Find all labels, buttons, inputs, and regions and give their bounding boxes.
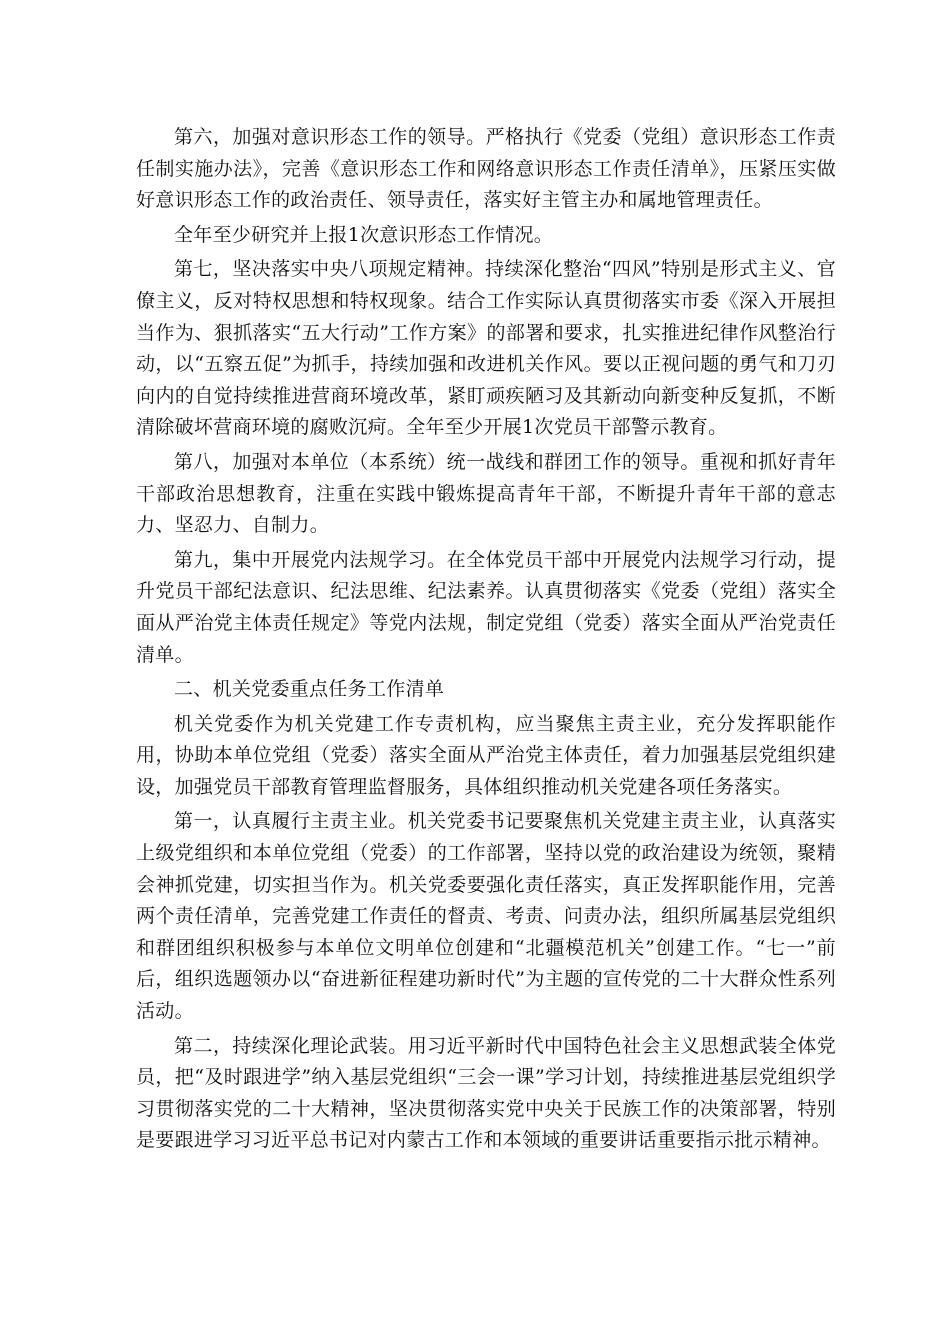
paragraph-ninth-regulations: 第九，集中开展党内法规学习。在全体党员干部中开展党内法规学习行动，提升党员干部纪法意识、纪法思维、纪法素养。认真贯彻落实《党委（党组）落实全面从严治党主体责任规定》等党内法规，制定党组（党委）落实全面从严治党责任清单。	[136, 548, 836, 666]
paragraph-seventh-eight-rules: 第七，坚决落实中央八项规定精神。持续深化整治“四风”特别是形式主义、官僚主义，反对特权思想和特权现象。结合工作实际认真贯彻落实市委《深入开展担当作为、狠抓落实“五大行动”工作方案》的部署和要求，扎实推进纪律作风整治行动，以“五察五促”为抓手，持续加强和改进机关作风。要以正视问题的勇气和刀刃向内的自觉持续推进营商环境改革，紧盯顽疾陋习及其新动向新变种反复抓，不断清除破坏营商环境的腐败沉疴。全年至少开展1次党员干部警示教育。	[136, 258, 836, 439]
paragraph-sixth-ideology: 第六，加强对意识形态工作的领导。严格执行《党委（党组）意识形态工作责任制实施办法》，完善《意识形态工作和网络意识形态工作责任清单》，压紧压实做好意识形态工作的政治责任、领导责任，落实好主管主办和属地管理责任。	[136, 126, 836, 212]
paragraph-second-theory: 第二，持续深化理论武装。用习近平新时代中国特色社会主义思想武装全体党员，把“及时跟进学”纳入基层党组织“三会一课”学习计划，持续推进基层党组织学习贯彻落实党的二十大精神，坚决贯彻落实党中央关于民族工作的决策部署，特别是要跟进学习习近平总书记对内蒙古工作和本领域的重要讲话重要指示批示精神。	[136, 1034, 836, 1152]
paragraph-ideology-report: 全年至少研究并上报1次意识形态工作情况。	[174, 223, 554, 246]
paragraph-first-duties: 第一，认真履行主责主业。机关党委书记要聚焦机关党建主责主业，认真落实上级党组织和本单位党组（党委）的工作部署，坚持以党的政治建设为统领，聚精会神抓党建，切实担当作为。机关党委要强化责任落实，真正发挥职能作用，完善两个责任清单，完善党建工作责任的督责、考责、问责办法，组织所属基层党组织和群团组织积极参与本单位文明单位创建和“北疆模范机关”创建工作。“七一”前后，组织选题领办以“奋进新征程建功新时代”为主题的宣传党的二十大群众性系列活动。	[136, 810, 836, 1023]
section-heading: 二、机关党委重点任务工作清单	[174, 678, 445, 701]
paragraph-eighth-united-front: 第八，加强对本单位（本系统）统一战线和群团工作的领导。重视和抓好青年干部政治思想教育，注重在实践中锻炼提高青年干部，不断提升青年干部的意志力、坚忍力、自制力。	[136, 450, 836, 537]
document-page	[136, 122, 836, 1160]
paragraph-party-committee-intro: 机关党委作为机关党建工作专责机构，应当聚焦主责主业，充分发挥职能作用，协助本单位党组（党委）落实全面从严治党主体责任，着力加强基层党组织建设，加强党员干部教育管理监督服务，具体组织推动机关党建各项任务落实。	[136, 712, 836, 798]
